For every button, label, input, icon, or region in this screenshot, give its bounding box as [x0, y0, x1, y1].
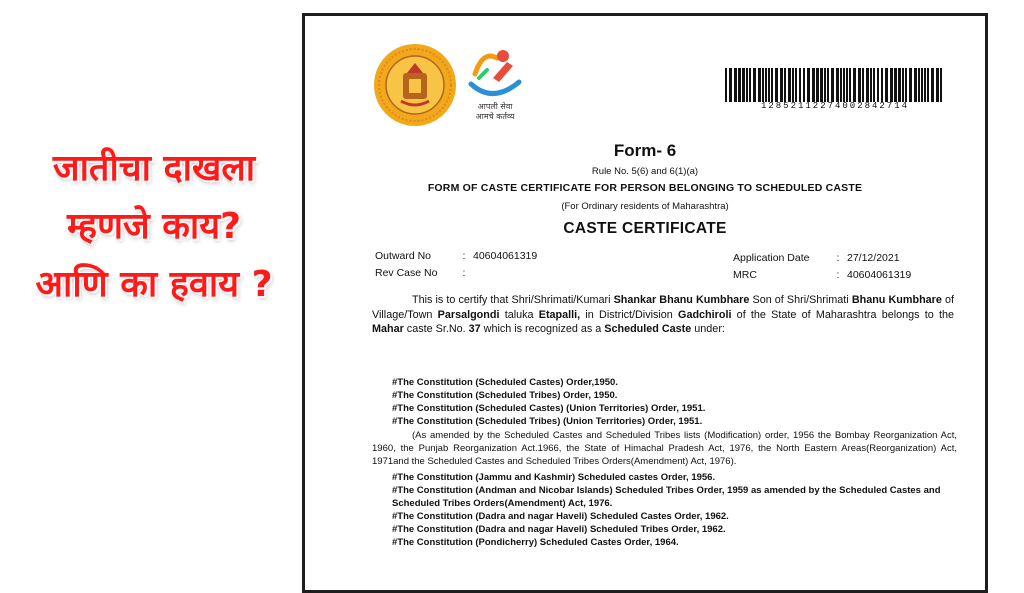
headline-line-1: जातीचा दाखला	[52, 148, 256, 189]
district-name: Gadchiroli	[678, 308, 732, 321]
body-text-2: Son of Shri/Shrimati	[749, 294, 852, 306]
body-text-5: in District/Division	[580, 308, 679, 321]
father-name: Bhanu Kumbhare	[851, 294, 942, 306]
order-item: #The Constitution (Scheduled Tribes) (Union Territories) Order, 1951.	[392, 416, 703, 427]
barcode-bar	[816, 68, 819, 102]
rev-case-no-label: Rev Case No	[375, 267, 438, 279]
form-subheading: (For Ordinary residents of Maharashtra)	[561, 201, 729, 212]
separator: :	[462, 267, 466, 279]
barcode-bar	[775, 68, 778, 102]
barcode-bar	[762, 68, 764, 102]
order-item: #The Constitution (Dadra and nagar Haveli) Scheduled Castes Order, 1962.	[392, 511, 729, 522]
taluka-name: Etapalli,	[538, 308, 581, 321]
barcode-bar	[914, 68, 917, 102]
barcode-bar	[788, 68, 791, 102]
barcode-bar	[940, 68, 942, 102]
rule-text: Rule No. 5(6) and 6(1)(a)	[591, 166, 699, 177]
barcode-bar	[873, 68, 875, 102]
order-item: #The Constitution (Jammu and Kashmir) Scheduled castes Order, 1956.	[392, 472, 716, 483]
outward-no-field	[375, 250, 537, 262]
barcode-bar	[771, 68, 773, 102]
barcode-bar	[918, 68, 920, 102]
barcode-bar	[795, 68, 797, 102]
barcode-bar	[758, 68, 761, 102]
barcode-bar	[862, 68, 864, 102]
caste-certificate-document	[302, 13, 988, 593]
certificate-title: CASTE CERTIFICATE	[563, 220, 727, 237]
application-date-label: Application Date	[733, 252, 810, 264]
amendment-note: (As amended by the Scheduled Castes and Scheduled Tribes lists (Modification) order, 1956 the Bombay Reorganization Act, 1960, the Punjab Reorganization Act.1966, the State of Himachal Pradesh Act, 1976, the North Eastern Areas(Reorganization) Act, 1971and the Scheduled Castes and Scheduled Tribes Orders(Amendment) Act, 1976).	[372, 430, 957, 467]
government-emblem-icon	[373, 43, 457, 127]
mrc-value: 40604061319	[847, 269, 912, 281]
barcode-bar	[846, 68, 848, 102]
barcode-bar	[729, 68, 732, 102]
barcode-bar	[840, 68, 842, 102]
barcode-bar	[768, 68, 770, 102]
mrc-label: MRC	[733, 269, 757, 281]
order-item: #The Constitution (Scheduled Castes) (Union Territories) Order, 1951.	[392, 403, 706, 414]
barcode-bar	[792, 68, 794, 102]
barcode-bar	[765, 68, 767, 102]
orders-list	[372, 376, 957, 549]
logo-caption	[455, 102, 535, 122]
body-text-1: This is to certify that Shri/Shrimati/Kumari	[412, 294, 614, 306]
barcode-bar	[746, 68, 748, 102]
barcode-bar	[866, 68, 869, 102]
logo-caption-line-2: आमचे कर्तव्य	[475, 112, 515, 121]
barcode-bar	[803, 68, 805, 102]
form-heading: FORM OF CASTE CERTIFICATE FOR PERSON BELONGING TO SCHEDULED CASTE	[427, 182, 863, 194]
certification-paragraph	[372, 293, 954, 337]
barcode-bar	[890, 68, 893, 102]
barcode-bar	[902, 68, 904, 102]
barcode-bar	[870, 68, 872, 102]
barcode-number: 12852112274002842714	[760, 101, 910, 111]
barcode-bar	[725, 68, 727, 102]
barcode-bar	[749, 68, 751, 102]
barcode-bar	[812, 68, 815, 102]
barcode-bar	[858, 68, 861, 102]
body-text-4: taluka	[499, 308, 539, 321]
order-item: #The Constitution (Pondicherry) Scheduled Castes Order, 1964.	[392, 537, 679, 548]
application-date-field	[733, 252, 900, 264]
barcode-bar	[881, 68, 883, 102]
mrc-field	[733, 269, 911, 281]
barcode-bar	[921, 68, 923, 102]
barcode-bar	[807, 68, 810, 102]
separator: :	[462, 250, 466, 262]
form-number: Form- 6	[613, 141, 677, 160]
barcode-bar	[936, 68, 939, 102]
barcode-bar	[843, 68, 845, 102]
barcode-bar	[824, 68, 826, 102]
barcode-bar	[877, 68, 879, 102]
caste-name: Mahar	[372, 323, 404, 335]
barcode-bar	[853, 68, 856, 102]
body-text-9: under:	[691, 323, 725, 335]
barcode-bar	[799, 68, 801, 102]
barcode-bar	[927, 68, 929, 102]
barcode-bar	[738, 68, 741, 102]
order-item: #The Constitution (Scheduled Tribes) Order, 1950.	[392, 390, 618, 401]
category-name: Scheduled Caste	[604, 323, 692, 335]
order-item: #The Constitution (Andman and Nicobar Islands) Scheduled Tribes Order, 1959 as amended by the Scheduled Castes and Scheduled Tribes Orders(Amendment) Act, 1976.	[392, 485, 941, 509]
headline-line-3: आणि का हवाय ?	[35, 264, 273, 305]
separator: :	[836, 269, 840, 281]
barcode-bar	[734, 68, 737, 102]
barcode-bar	[784, 68, 786, 102]
barcode-bar	[898, 68, 901, 102]
barcode-bar	[742, 68, 745, 102]
barcode-bar	[753, 68, 756, 102]
barcode-bar	[780, 68, 783, 102]
rev-case-no-field	[375, 267, 473, 279]
barcode-bar	[905, 68, 907, 102]
headline-text	[4, 140, 304, 314]
barcode-bar	[909, 68, 912, 102]
village-name: Parsalgondi	[437, 308, 500, 321]
order-item: #The Constitution (Dadra and nagar Haveli) Scheduled Tribes Order, 1962.	[392, 524, 726, 535]
order-item: #The Constitution (Scheduled Castes) Order,1950.	[392, 377, 618, 388]
application-date-value: 27/12/2021	[847, 252, 900, 264]
logo-caption-line-1: आपली सेवा	[477, 102, 513, 111]
body-text-6: of the State of Maharashtra belongs to the	[731, 308, 954, 321]
barcode-bar	[836, 68, 839, 102]
barcode-bar	[849, 68, 851, 102]
body-text-8: which is recognized as a	[480, 323, 605, 335]
serial-number: 37	[468, 323, 481, 335]
body-text-3: of Village/Town	[372, 294, 955, 321]
barcode-bar	[894, 68, 897, 102]
barcode-bar	[931, 68, 934, 102]
outward-no-value: 40604061319	[473, 250, 538, 262]
aaple-sarkar-logo-icon	[463, 44, 525, 110]
barcode-bar	[820, 68, 823, 102]
body-text-7: caste Sr.No.	[403, 323, 469, 335]
barcode-bar	[924, 68, 926, 102]
barcode-bar	[885, 68, 888, 102]
barcode-bar	[831, 68, 834, 102]
separator: :	[836, 252, 840, 264]
outward-no-label: Outward No	[375, 250, 432, 262]
barcode-bar	[827, 68, 829, 102]
headline-line-2: म्हणजे काय?	[67, 206, 241, 247]
holder-name: Shankar Bhanu Kumbhare	[613, 294, 750, 306]
barcode	[725, 68, 943, 102]
